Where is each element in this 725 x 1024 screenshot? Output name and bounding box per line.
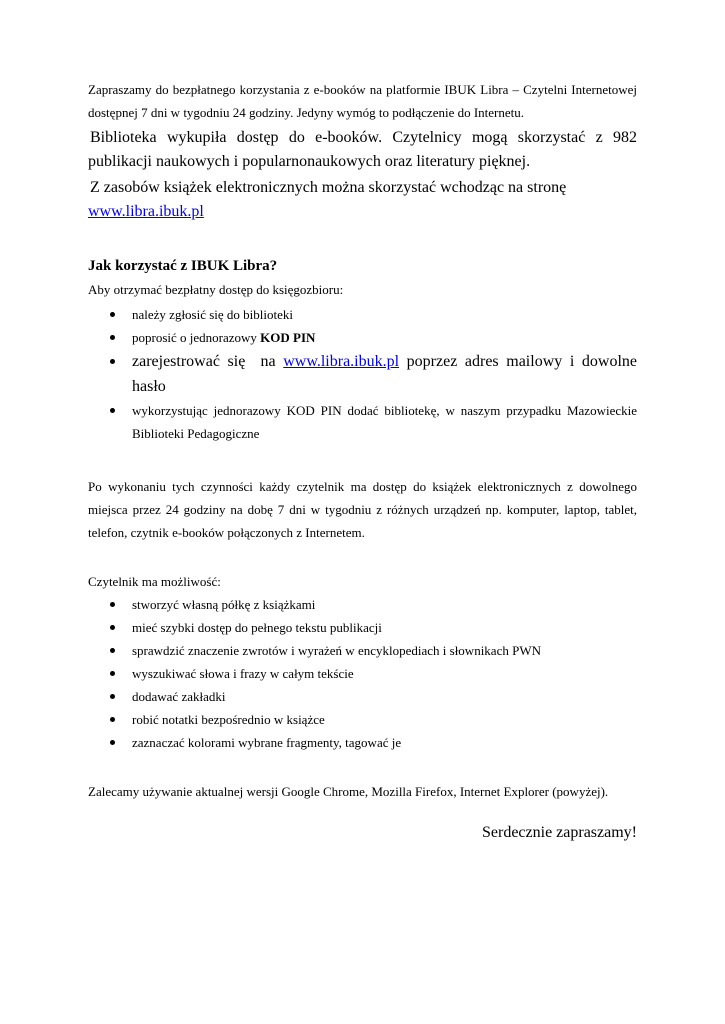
bullet-icon [110,359,115,364]
list-item [88,639,637,662]
feature-text: wyszukiwać słowa i frazy w całym tekście [132,666,354,681]
list-item [88,685,637,708]
list-item [88,349,637,399]
feature-text: mieć szybki dostęp do pełnego tekstu publikacji [132,620,382,635]
list-item [88,399,637,445]
bullet-icon [110,717,115,722]
bullet-icon [110,648,115,653]
section-heading-howto: Jak korzystać z IBUK Libra? [88,258,278,274]
step-text: poprzez adres mailowy i dowolne hasło [132,353,637,395]
access-link-paragraph [88,176,637,224]
library-info-paragraph: Biblioteka wykupiła dostęp do e-booków. Czytelnicy mogą skorzystać z 982 publikacji naukowych i popularnonaukowych oraz literatury pięknej. [88,129,637,170]
list-item [88,303,637,326]
list-item [88,326,637,349]
feature-text: sprawdzić znaczenie zwrotów i wyrażeń w encyklopediach i słownikach PWN [132,643,541,658]
access-link-text: Z zasobów książek elektronicznych można skorzystać wchodząc na stronę [90,179,567,196]
step-text: należy zgłosić się do biblioteki [132,307,294,322]
bullet-icon [110,602,115,607]
closing-greeting: Serdecznie zapraszamy! [481,824,637,841]
bullet-icon [110,671,115,676]
document-page [88,78,637,861]
list-item [88,593,637,616]
access-paragraph: Po wykonaniu tych czynności każdy czytelnik ma dostęp do książek elektronicznych z dowolnego miejsca przez 24 godziny na dobę 7 dni w tygodniu z różnych urządzeń np. komputer, laptop, tablet, telefon, czytnik e-booków połączonych z Internetem. [88,479,637,540]
features-lead: Czytelnik ma możliwość: [88,574,221,589]
list-item [88,708,637,731]
howto-steps-list [88,303,637,445]
libra-link[interactable]: www.libra.ibuk.pl [88,203,204,220]
libra-link[interactable]: www.libra.ibuk.pl [283,353,400,370]
bullet-icon [110,312,115,317]
list-item [88,616,637,639]
features-list [88,593,637,754]
list-item [88,731,637,754]
bullet-icon [110,408,115,413]
bullet-icon [110,625,115,630]
pin-code-label: KOD PIN [260,330,316,345]
feature-text: stworzyć własną półkę z książkami [132,597,316,612]
feature-text: zaznaczać kolorami wybrane fragmenty, tagować je [132,735,402,750]
step-text: wykorzystując jednorazowy KOD PIN dodać bibliotekę, w naszym przypadku Mazowieckie Biblioteki Pedagogiczne [132,403,637,441]
browser-recommendation: Zalecamy używanie aktualnej wersji Google Chrome, Mozilla Firefox, Internet Explorer (powyżej). [88,784,609,799]
list-item [88,662,637,685]
step-text: zarejestrować się na [132,353,284,370]
bullet-icon [110,694,115,699]
howto-lead: Aby otrzymać bezpłatny dostęp do księgozbioru: [88,282,344,297]
intro-paragraph: Zapraszamy do bezpłatnego korzystania z e-booków na platformie IBUK Libra – Czytelni Internetowej dostępnej 7 dni w tygodniu 24 godziny. Jedyny wymóg to podłączenie do Internetu. [88,82,637,120]
bullet-icon [110,335,115,340]
feature-text: dodawać zakładki [132,689,226,704]
bullet-icon [110,740,115,745]
feature-text: robić notatki bezpośrednio w książce [132,712,325,727]
step-text: poprosić o jednorazowy [132,330,261,345]
